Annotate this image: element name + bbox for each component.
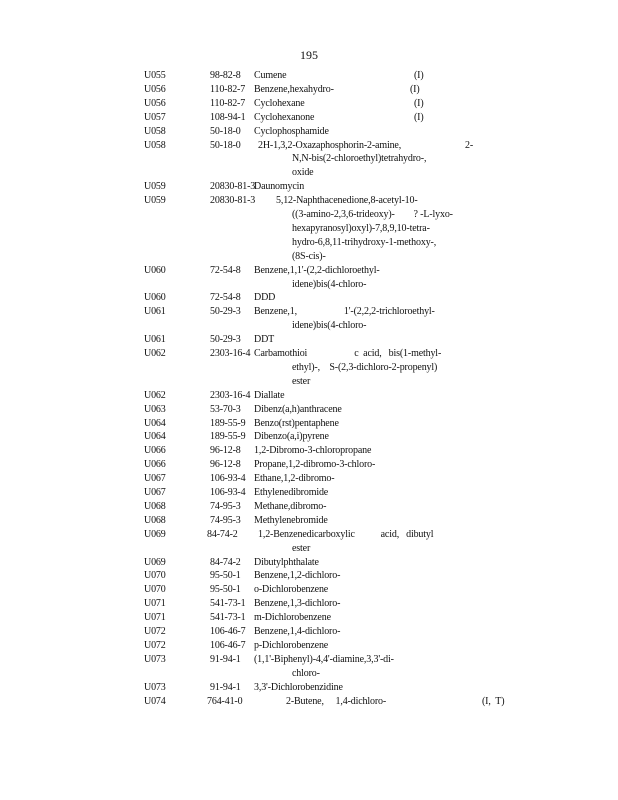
hazard-code: 2- bbox=[465, 139, 474, 151]
chemical-name-continuation: N,N-bis(2-chloroethyl)tetrahydro-, bbox=[292, 153, 427, 165]
waste-code: U055 bbox=[144, 70, 166, 81]
chemical-name-continuation: ethyl)-, S-(2,3-dichloro-2-propenyl) bbox=[292, 361, 438, 373]
waste-code: U070 bbox=[144, 584, 166, 596]
chemical-name: Benzene,1, 1'-(2,2,2-trichloroethyl- bbox=[254, 306, 435, 318]
waste-code: U062 bbox=[144, 389, 166, 401]
cas-number: 84-74-2 bbox=[207, 528, 238, 540]
chemical-name: Cyclohexanone bbox=[254, 111, 315, 123]
chemical-name: Benzene,1,2-dichloro- bbox=[254, 570, 341, 582]
cas-number: 541-73-1 bbox=[210, 598, 246, 610]
waste-code: U058 bbox=[144, 125, 166, 137]
chemical-name: Methylenebromide bbox=[254, 514, 328, 526]
chemical-name: Daunomycin bbox=[254, 181, 305, 193]
waste-code: U057 bbox=[144, 111, 166, 123]
cas-number: 95-50-1 bbox=[210, 570, 241, 582]
chemical-name: Carbamothioi c acid, bis(1-methyl- bbox=[254, 348, 442, 359]
cas-number: 189-55-9 bbox=[210, 417, 246, 429]
cas-number: 50-29-3 bbox=[210, 334, 241, 346]
hazard-code: (I) bbox=[414, 111, 424, 123]
waste-code: U063 bbox=[144, 403, 166, 415]
cas-number: 2303-16-4 bbox=[210, 389, 251, 401]
waste-code: U067 bbox=[144, 487, 166, 498]
chemical-name: Cumene bbox=[254, 70, 287, 81]
chemical-name: Cyclophosphamide bbox=[254, 125, 329, 137]
waste-code: U074 bbox=[144, 695, 166, 707]
chemical-name: 1,2-Dibromo-3-chloropropane bbox=[254, 445, 372, 457]
waste-code: U066 bbox=[144, 459, 166, 471]
chemical-name: o-Dichlorobenzene bbox=[254, 584, 329, 596]
waste-code: U056 bbox=[144, 97, 166, 109]
cas-number: 541-73-1 bbox=[210, 612, 246, 624]
chemical-name-continuation: chloro- bbox=[292, 667, 320, 679]
waste-code-table bbox=[0, 69, 618, 789]
hazard-code: (I, T) bbox=[482, 695, 505, 707]
cas-number: 20830-81-3 bbox=[210, 181, 256, 193]
cas-number: 110-82-7 bbox=[210, 97, 246, 109]
chemical-name-continuation: hydro-6,8,11-trihydroxy-1-methoxy-, bbox=[292, 236, 437, 248]
waste-code: U061 bbox=[144, 334, 166, 346]
cas-number: 764-41-0 bbox=[207, 695, 243, 707]
chemical-name-continuation: ester bbox=[292, 542, 311, 554]
cas-number: 106-46-7 bbox=[210, 639, 246, 651]
hazard-code: (I) bbox=[410, 83, 420, 95]
waste-code: U059 bbox=[144, 181, 166, 193]
cas-number: 98-82-8 bbox=[210, 70, 241, 81]
cas-number: 50-18-0 bbox=[210, 125, 241, 137]
chemical-name: m-Dichlorobenzene bbox=[254, 612, 331, 624]
waste-code: U062 bbox=[144, 348, 166, 359]
waste-code: U070 bbox=[144, 570, 166, 582]
cas-number: 95-50-1 bbox=[210, 584, 241, 596]
chemical-name: Dibenzo(a,i)pyrene bbox=[254, 431, 329, 443]
cas-number: 106-93-4 bbox=[210, 487, 246, 498]
chemical-name: Propane,1,2-dibromo-3-chloro- bbox=[254, 459, 376, 471]
waste-code: U069 bbox=[144, 528, 166, 540]
chemical-name-continuation: (8S-cis)- bbox=[292, 250, 326, 262]
chemical-name: Benzene,hexahydro- bbox=[254, 83, 334, 95]
cas-number: 96-12-8 bbox=[210, 445, 241, 457]
chemical-name: Benzo(rst)pentaphene bbox=[254, 417, 339, 429]
cas-number: 20830-81-3 bbox=[210, 195, 256, 207]
chemical-name: Benzene,1,4-dichloro- bbox=[254, 626, 341, 637]
chemical-name-continuation: ((3-amino-2,3,6-trideoxy)- ? -L-lyxo- bbox=[292, 209, 453, 220]
waste-code: U069 bbox=[144, 556, 166, 568]
chemical-name-continuation: idene)bis(4-chloro- bbox=[292, 278, 367, 290]
cas-number: 50-18-0 bbox=[210, 139, 241, 151]
chemical-name: Ethane,1,2-dibromo- bbox=[254, 473, 335, 485]
cas-number: 96-12-8 bbox=[210, 459, 241, 471]
waste-code: U060 bbox=[144, 264, 166, 276]
waste-code: U056 bbox=[144, 83, 166, 95]
chemical-name: Dibenz(a,h)anthracene bbox=[254, 403, 342, 415]
cas-number: 110-82-7 bbox=[210, 83, 246, 95]
cas-number: 2303-16-4 bbox=[210, 348, 251, 359]
waste-code: U072 bbox=[144, 626, 166, 637]
waste-code: U068 bbox=[144, 500, 166, 512]
waste-code: U068 bbox=[144, 514, 166, 526]
cas-number: 74-95-3 bbox=[210, 500, 241, 512]
cas-number: 106-93-4 bbox=[210, 473, 246, 485]
cas-number: 84-74-2 bbox=[210, 556, 241, 568]
waste-code: U073 bbox=[144, 653, 166, 665]
waste-code: U071 bbox=[144, 598, 166, 610]
waste-code: U061 bbox=[144, 306, 166, 318]
chemical-name: 3,3'-Dichlorobenzidine bbox=[254, 681, 343, 693]
cas-number: 108-94-1 bbox=[210, 111, 246, 123]
hazard-code: (I) bbox=[414, 70, 424, 81]
waste-code: U064 bbox=[144, 431, 166, 443]
cas-number: 50-29-3 bbox=[210, 306, 241, 318]
chemical-name: DDT bbox=[254, 334, 275, 346]
cas-number: 106-46-7 bbox=[210, 626, 246, 637]
waste-code: U058 bbox=[144, 139, 166, 151]
chemical-name: 2H-1,3,2-Oxazaphosphorin-2-amine, bbox=[258, 139, 402, 151]
chemical-name: (1,1'-Biphenyl)-4,4'-diamine,3,3'-di- bbox=[254, 653, 394, 665]
chemical-name: 5,12-Naphthacenedione,8-acetyl-10- bbox=[276, 195, 418, 207]
chemical-name: DDD bbox=[254, 292, 276, 304]
hazard-code: (I) bbox=[414, 97, 424, 109]
waste-code: U067 bbox=[144, 473, 166, 485]
cas-number: 72-54-8 bbox=[210, 264, 241, 276]
chemical-name-continuation: ester bbox=[292, 375, 311, 387]
chemical-name-continuation: oxide bbox=[292, 167, 314, 179]
waste-code: U064 bbox=[144, 417, 166, 429]
chemical-name: Diallate bbox=[254, 389, 285, 401]
cas-number: 91-94-1 bbox=[210, 653, 241, 665]
chemical-name: Dibutylphthalate bbox=[254, 556, 319, 568]
chemical-name: Ethylenedibromide bbox=[254, 487, 329, 498]
waste-code: U066 bbox=[144, 445, 166, 457]
chemical-name: Cyclohexane bbox=[254, 97, 305, 109]
chemical-name-continuation: hexapyranosyl)oxyl)-7,8,9,10-tetra- bbox=[292, 222, 430, 234]
chemical-name: 1,2-Benzenedicarboxylic acid, dibutyl bbox=[258, 528, 434, 540]
chemical-name: p-Dichlorobenzene bbox=[254, 639, 329, 651]
chemical-name: Benzene,1,3-dichloro- bbox=[254, 598, 341, 610]
chemical-name: 2-Butene, 1,4-dichloro- bbox=[286, 695, 387, 707]
cas-number: 189-55-9 bbox=[210, 431, 246, 443]
cas-number: 53-70-3 bbox=[210, 403, 241, 415]
waste-code: U072 bbox=[144, 639, 166, 651]
waste-code: U071 bbox=[144, 612, 166, 624]
cas-number: 91-94-1 bbox=[210, 681, 241, 693]
cas-number: 74-95-3 bbox=[210, 514, 241, 526]
waste-code: U073 bbox=[144, 681, 166, 693]
chemical-name: Benzene,1,1'-(2,2-dichloroethyl- bbox=[254, 264, 380, 276]
waste-code: U059 bbox=[144, 195, 166, 207]
waste-code: U060 bbox=[144, 292, 166, 304]
chemical-name-continuation: idene)bis(4-chloro- bbox=[292, 320, 367, 332]
page-number: 195 bbox=[300, 48, 318, 62]
chemical-name: Methane,dibromo- bbox=[254, 500, 327, 512]
cas-number: 72-54-8 bbox=[210, 292, 241, 304]
